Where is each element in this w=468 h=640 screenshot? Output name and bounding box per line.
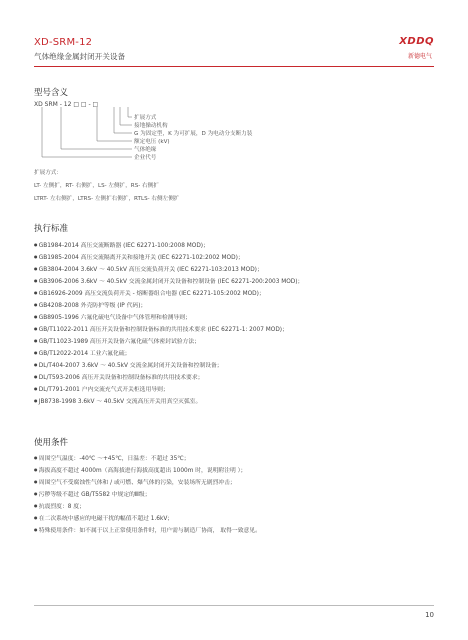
list-item: ● 周围空气不受腐蚀性气体和 / 或可燃、爆气体的污染，安装场所无剧烈冲击；	[34, 476, 261, 488]
list-item: ● 周围空气温度：-40℃ ～+45℃，日温差：不超过 35℃；	[34, 452, 261, 464]
list-item: ● DL/T593-2006 高压开关设备和控制设备标准的共用技术要求；	[34, 371, 303, 383]
list-item: ● 抗震烈度：8 度；	[34, 500, 261, 512]
conditions-list	[34, 452, 261, 536]
list-item: ● GB4208-2008 外壳防护等级 (IP 代码)；	[34, 299, 303, 311]
model-part-2: 接地操动机构	[134, 123, 168, 129]
model-diagram-lines	[34, 105, 144, 167]
standards-heading: 执行标准	[34, 224, 69, 234]
page-number: 10	[425, 611, 434, 619]
list-item: ● GB3906-2006 3.6kV ～ 40.5kV 交流金属封闭开关设备和控制设备 (IEC 62271-200:2003 MOD)；	[34, 275, 303, 287]
model-heading: 型号含义	[34, 88, 69, 98]
conditions-heading: 使用条件	[34, 438, 69, 448]
list-item: ● GB8905-1996 六氟化硫电气设备中气体管理和检测导则；	[34, 311, 303, 323]
model-code: XD SRM - 12 □ □ - □	[34, 101, 99, 108]
list-item: ● GB/T12022-2014 工业六氟化硫；	[34, 347, 303, 359]
model-part-6: 企业代号	[134, 155, 157, 161]
brand-logo-text: XDDQ	[399, 36, 434, 47]
ext-line-1: LT- 左侧扩，RT- 右侧扩，LS- 左侧扩，RS- 右侧扩	[34, 183, 159, 189]
model-part-3: G 为固定型，K 为可扩展，D 为电动分支断力装	[134, 131, 253, 137]
list-item: ● GB1984-2014 高压交流断路器 (IEC 62271-100:2008 MOD)；	[34, 239, 303, 251]
ext-label: 扩展方式：	[34, 170, 62, 176]
page-subtitle: 气体绝缘金属封闭开关设备	[34, 52, 126, 61]
model-part-4: 额定电压 (kV)	[134, 139, 170, 145]
list-item: ● 在二次系统中感应的电磁干扰的幅值不超过 1.6kV；	[34, 512, 261, 524]
list-item: ● JB8738-1998 3.6kV ～ 40.5kV 交流高压开关用真空灭弧室。	[34, 395, 303, 407]
ext-line-2: LTRT- 左右侧扩，LTRS- 左侧扩右侧扩，RTLS- 右侧左侧扩	[34, 196, 180, 202]
page-title: XD-SRM-12	[34, 37, 93, 48]
list-item: ● GB1985-2004 高压交流隔离开关和接地开关 (IEC 62271-102:2002 MOD)；	[34, 251, 303, 263]
list-item: ● GB16926-2009 高压交流负荷开关 - 熔断器组合电器 (IEC 62271-105:2002 MOD)；	[34, 287, 303, 299]
standards-list	[34, 239, 303, 407]
list-item: ● GB3804-2004 3.6kV ～ 40.5kV 高压交流负荷开关 (IEC 62271-103:2013 MOD)；	[34, 263, 303, 275]
list-item: ● 污秽等级不超过 GB/T5582 中规定的Ⅲ级；	[34, 488, 261, 500]
list-item: ● GB/T11022-2011 高压开关设备和控制设备标准的共用技术要求 (IEC 62271-1: 2007 MOD)；	[34, 323, 303, 335]
brand-logo-caption: 新德电气	[407, 53, 432, 60]
list-item: ● GB/T11023-1989 高压开关设备六氟化硫气体密封试验方法；	[34, 335, 303, 347]
list-item: ● DL/T404-2007 3.6kV ～ 40.5kV 交流金属封闭开关设备和控制设备；	[34, 359, 303, 371]
model-part-5: 气体绝缘	[134, 147, 157, 153]
list-item: ● 特殊使用条件：如不属于以上正常使用条件时，用户需与制造厂协商， 取得一致意见。	[34, 524, 261, 536]
header-divider	[34, 66, 434, 67]
list-item: ● 海拔高度不超过 4000m（高海拔进行海拔高度超出 1000m 时，说明附注明 ）；	[34, 464, 261, 476]
list-item: ● DL/T791-2001 户内交流充气式开关柜选用导则；	[34, 383, 303, 395]
model-part-1: 扩展方式	[134, 115, 157, 121]
footer-divider	[34, 605, 434, 606]
